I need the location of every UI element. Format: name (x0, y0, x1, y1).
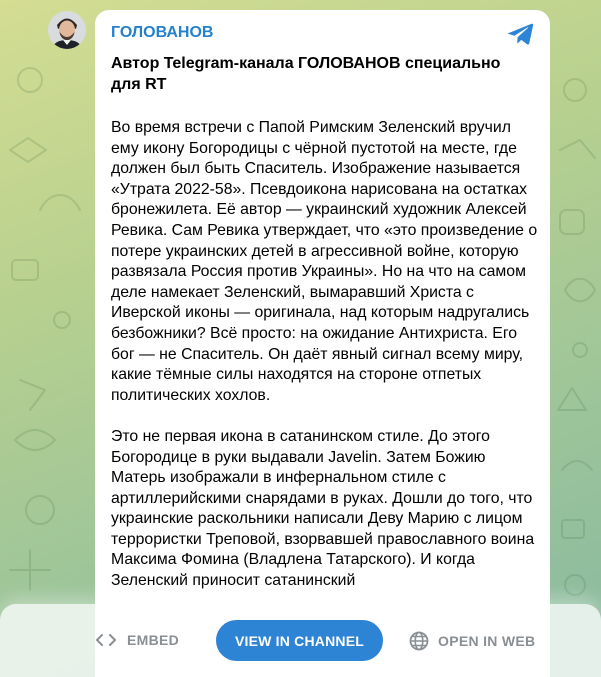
view-in-channel-button[interactable] (216, 620, 383, 661)
code-brackets-icon (95, 633, 117, 647)
message-bubble (95, 10, 550, 677)
post-paragraph-2: Это не первая икона в сатанинском стиле. До этого Богородице в руки выдавали Javelin. Затем Божию Матерь изображали в инфернальном стиле с артиллерийскими снарядами в руках. Дошли до того, что украинские раскольники написали Деву Марию с лицом террористки Треповой, взорвавшей православного воина Максима Фомина (Владлена Татарского). И когда Зеленский приносит сатанинский (111, 427, 535, 590)
embed-label: EMBED (127, 632, 180, 648)
telegram-icon[interactable] (508, 22, 534, 46)
channel-avatar[interactable] (48, 11, 86, 49)
post-title: Автор Telegram-канала ГОЛОВАНОВ специально для RT (111, 55, 501, 93)
post-paragraph-1: Во время встречи с Папой Римским Зеленский вручил ему икону Богородицы с чёрной пустотой на месте, где должен был быть Спаситель. Изображение называется «Утрата 2022-58». Псевдоикона нарисована на остатках бронежилета. Её автор — украинский художник Алексей Ревика. Сам Ревика утверждает, что «это произведение о потере украинских детей в агрессивной войне, которую развязала Россия против Украины». Но на что на самом деле намекает Зеленский, вымаравший Христа с Иверской иконы — оригинала, над которым надругались безбожники? Всё просто: на ожидание Антихриста. Его бог — не Спаситель. Он даёт явный сигнал всему миру, какие тёмные силы находятся на стороне отпетых политических хохлов. (111, 119, 538, 404)
open-in-web-button[interactable] (409, 631, 535, 651)
channel-name[interactable]: ГОЛОВАНОВ (111, 24, 214, 41)
embed-button[interactable] (95, 632, 179, 648)
open-in-web-label: OPEN IN WEB (438, 633, 536, 649)
globe-icon (409, 631, 429, 651)
bottom-action-bar (0, 604, 601, 677)
view-in-channel-label: VIEW IN CHANNEL (235, 632, 364, 649)
avatar-man-photo (48, 11, 86, 49)
